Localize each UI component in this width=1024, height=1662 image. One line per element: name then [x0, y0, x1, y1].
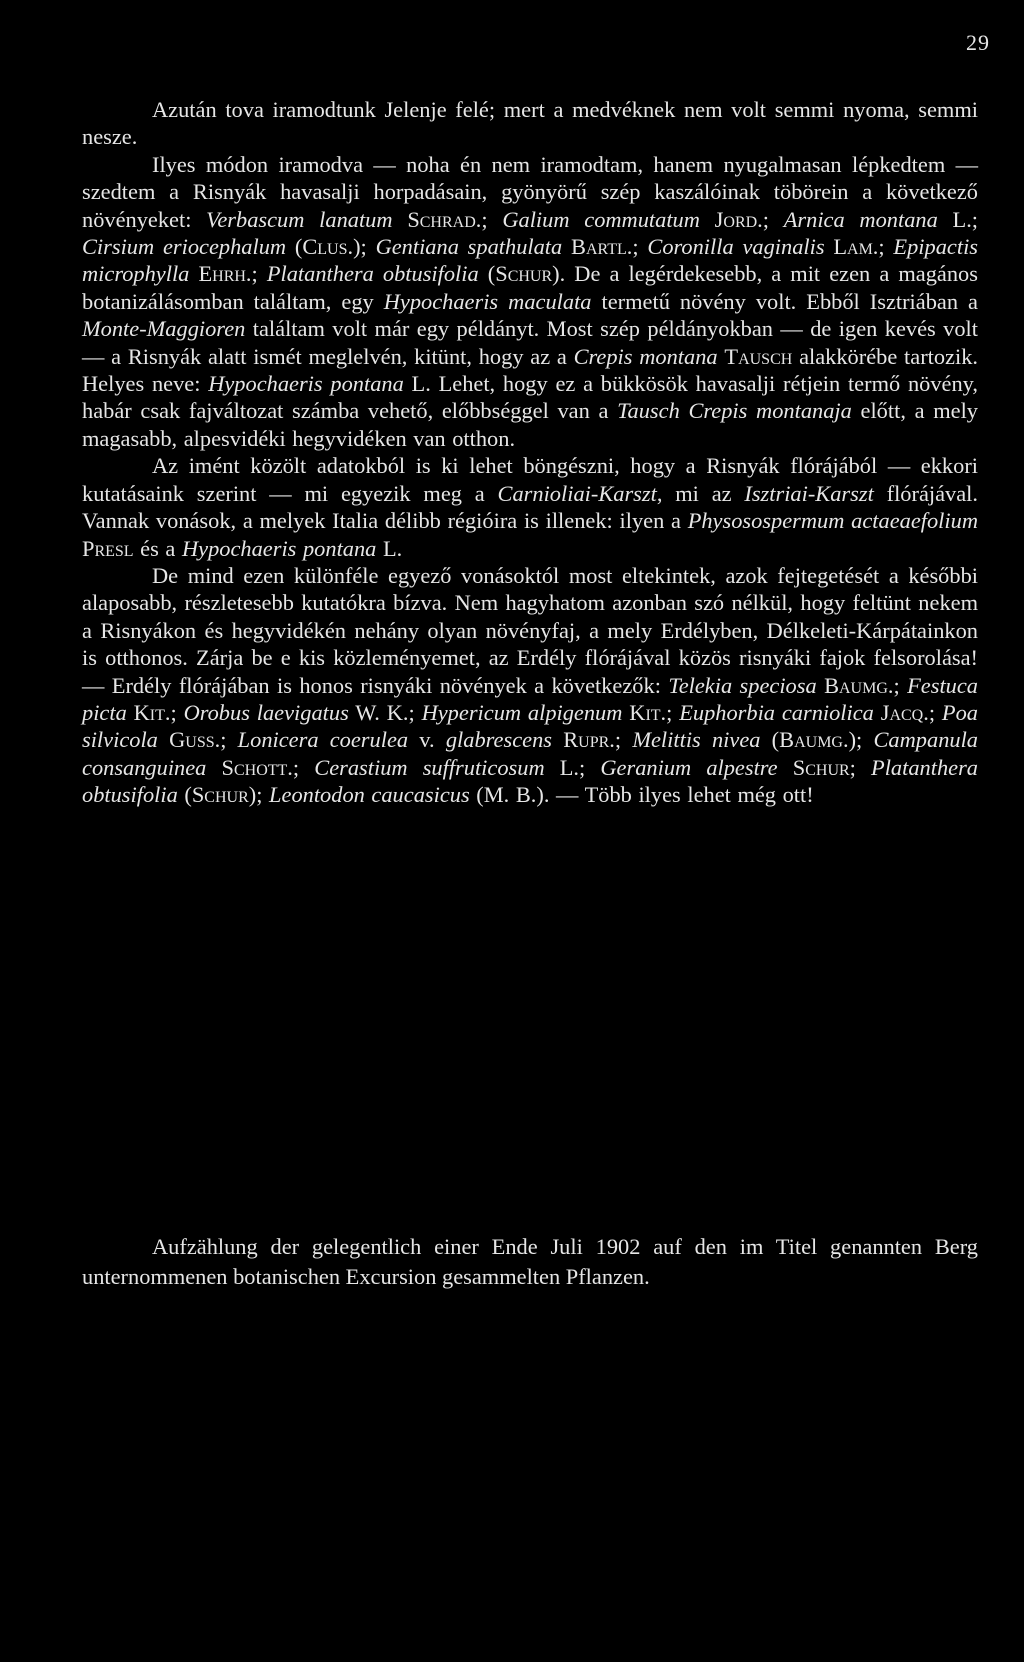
taxon-name: Geranium alpestre — [600, 754, 778, 780]
text-run: ; — [614, 727, 633, 753]
text-run: ( — [760, 727, 780, 753]
taxon-name: Hypochaeris pontana — [208, 371, 404, 397]
main-text — [82, 96, 978, 809]
text-run: ; — [251, 261, 267, 287]
author-abbreviation: Schrad. — [407, 206, 482, 232]
taxon-name: Monte-Maggioren — [82, 316, 246, 342]
author-abbreviation: Presl — [82, 535, 134, 561]
taxon-name: Hypochaeris pontana — [181, 535, 377, 561]
author-abbreviation: Rupr. — [563, 727, 615, 753]
taxon-name: Tausch Crepis montanaja — [617, 398, 852, 424]
text-run — [158, 727, 169, 752]
text-run — [552, 727, 563, 752]
author-abbreviation: Clus. — [302, 234, 354, 260]
paragraph-4 — [82, 562, 978, 809]
author-abbreviation: Jord. — [714, 206, 763, 232]
author-abbreviation: Baumg. — [779, 727, 849, 753]
author-abbreviation: Bartl. — [571, 234, 633, 260]
author-abbreviation: Guss. — [169, 727, 221, 753]
taxon-name: Carnioliai-Karszt — [497, 480, 657, 506]
text-run — [562, 234, 571, 259]
text-run: ( — [177, 782, 192, 808]
text-run: ; — [878, 234, 894, 260]
taxon-name: Cerastium suffruticosum — [314, 754, 545, 780]
author-abbreviation: Jacq. — [880, 699, 929, 725]
text-run: ( — [478, 261, 496, 287]
author-abbreviation: Baumg. — [824, 672, 894, 698]
author-abbreviation: Schur — [792, 754, 850, 780]
taxon-name: Gentiana spathulata — [375, 234, 563, 260]
paragraph-1 — [82, 96, 978, 151]
taxon-name: Crepis montana — [573, 343, 718, 369]
author-abbreviation: Ehrh. — [198, 261, 252, 287]
text-run: ; — [762, 206, 784, 232]
text-run: ; — [220, 727, 238, 753]
summary-text: Aufzählung der gelegentlich einer Ende Juli 1902 auf den im Titel genannten Berg unternommenen botanischen Excursion gesammelten Pflanzen. — [82, 1234, 978, 1289]
text-run: ; — [481, 206, 503, 232]
author-abbreviation: Kit. — [133, 699, 171, 725]
taxon-name: Festuca picta — [82, 672, 978, 725]
taxon-name: glabrescens — [445, 727, 552, 753]
author-abbreviation: Schott. — [221, 754, 293, 780]
taxon-name: Telekia speciosa — [668, 672, 817, 698]
text-run: L. Lehet, hogy ez a bükkösök havasalji rétjein termő növény, habár csak fajváltozat számba vehető, előbbséggel van a — [82, 371, 979, 424]
author-abbreviation: Lam. — [833, 234, 879, 260]
text-run: ; — [632, 234, 648, 260]
german-summary — [82, 1232, 978, 1291]
taxon-name: Verbascum lanatum — [206, 206, 393, 232]
taxon-name: Coronilla vaginalis — [647, 234, 825, 260]
text-run: L.; — [544, 754, 601, 780]
author-abbreviation: Tausch — [724, 343, 793, 369]
taxon-name: Melittis nivea — [632, 727, 761, 753]
page-number: 29 — [966, 30, 990, 55]
text-run: ; — [849, 754, 872, 780]
text-run: alakkörébe tartozik. Helyes neve: — [82, 343, 979, 397]
text-run: ); — [848, 727, 874, 753]
taxon-name: Poa silvicola — [82, 699, 978, 753]
taxon-name: Isztriai-Karszt — [744, 480, 874, 506]
author-abbreviation: Schur — [495, 261, 553, 287]
taxon-name: Lonicera coerulea — [237, 727, 409, 753]
text-run: W. K.; — [348, 699, 422, 725]
author-abbreviation: Schur — [191, 782, 249, 808]
paragraph-2 — [82, 151, 978, 452]
text-run: (M. B.). — Több ilyes lehet még ott! — [469, 782, 814, 808]
text-run: termetű növény volt. Ebből Isztriában a — [591, 288, 978, 314]
text-run: ); — [248, 782, 270, 808]
text-run: ( — [286, 234, 303, 260]
text-run: L.; — [937, 206, 979, 232]
text-run: ; — [292, 754, 315, 780]
text-run: előtt, a mely magasabb, alpesvidéki hegyvidéken van otthon. — [82, 398, 978, 451]
text-run: ). De a legérdekesebb, a mit ezen a magános botanizálásomban találtam, egy — [82, 261, 978, 314]
taxon-name: Hypericum alpigenum — [421, 699, 623, 725]
text-run: v. — [408, 727, 446, 753]
taxon-name: Arnica montana — [783, 206, 938, 232]
taxon-name: Leontodon caucasicus — [269, 782, 470, 808]
taxon-name: Physosospermum actaeaefolium — [687, 508, 978, 534]
taxon-name: Platanthera obtusifolia — [82, 754, 978, 808]
taxon-name: Hypochaeris maculata — [383, 288, 592, 314]
taxon-name: Euphorbia carniolica — [679, 699, 874, 725]
taxon-name: Campanula consanguinea — [82, 727, 978, 780]
text-run: Ilyes módon iramodva — noha én nem iramodtam, hanem nyugalmasan lépkedtem — szedtem a Risnyák havasalji horpadásain, gyönyörű szép kaszálóinak töbörein a következő növényeket: — [82, 151, 978, 232]
text-run — [700, 207, 715, 232]
taxon-name: Cirsium eriocephalum — [82, 234, 287, 260]
text-run: De mind ezen különféle egyező vonásoktól most eltekintek, azok fejtegetését a későbbi alaposabb, részletesebb kutatókra bízva. Nem hagyhatom azonban szó nélkül, hogy feltünt nekem a Risnyákon és hegyvidékén nehány olyan növényfaj, a mely Erdélyben, Délkeleti-Kárpátainkon is otthonos. Zárja be e kis közleményemet, az Erdély flórájával közös risnyáki fajok felsorolása! — Erdély flórájában is honos risnyáki növények a következők: — [82, 562, 978, 698]
text-run: Az imént közölt adatokból is ki lehet böngészni, hogy a Risnyák flórájából — ekkori kutatásaink szerint — mi egyezik meg a — [82, 453, 978, 506]
text-run: L. — [376, 535, 403, 561]
text-run: ; — [928, 699, 942, 725]
author-abbreviation: Kit. — [629, 699, 667, 725]
text-run — [393, 207, 408, 232]
taxon-name: Galium commutatum — [502, 206, 700, 232]
taxon-name: Epipactis microphylla — [82, 234, 978, 287]
text-run — [817, 673, 824, 698]
text-run: ; — [666, 699, 680, 725]
text-run — [206, 755, 221, 780]
text-run: ; — [170, 699, 184, 725]
text-run: , mi az — [656, 480, 745, 506]
taxon-name: Orobus laevigatus — [183, 699, 349, 725]
text-run: flórájával. Vannak vonások, a melyek Italia délibb régióira is illenek: ilyen a — [82, 480, 978, 534]
taxon-name: Platanthera obtusifolia — [266, 261, 479, 287]
text-run: ); — [353, 234, 376, 260]
text-run — [874, 700, 881, 725]
paragraph-3 — [82, 452, 978, 562]
text-run — [127, 700, 134, 725]
text-run — [778, 755, 793, 780]
text-run: találtam volt már egy példányt. Most szép példányokban — de igen kevés volt — a Risnyák alatt ismét meglelvén, kitünt, hogy az a — [82, 316, 978, 369]
text-run: és a — [133, 535, 182, 561]
text-run: ; — [893, 672, 908, 698]
text-run: Azután tova iramodtunk Jelenje felé; mert a medvéknek nem volt semmi nyoma, semmi nesze. — [82, 97, 978, 150]
